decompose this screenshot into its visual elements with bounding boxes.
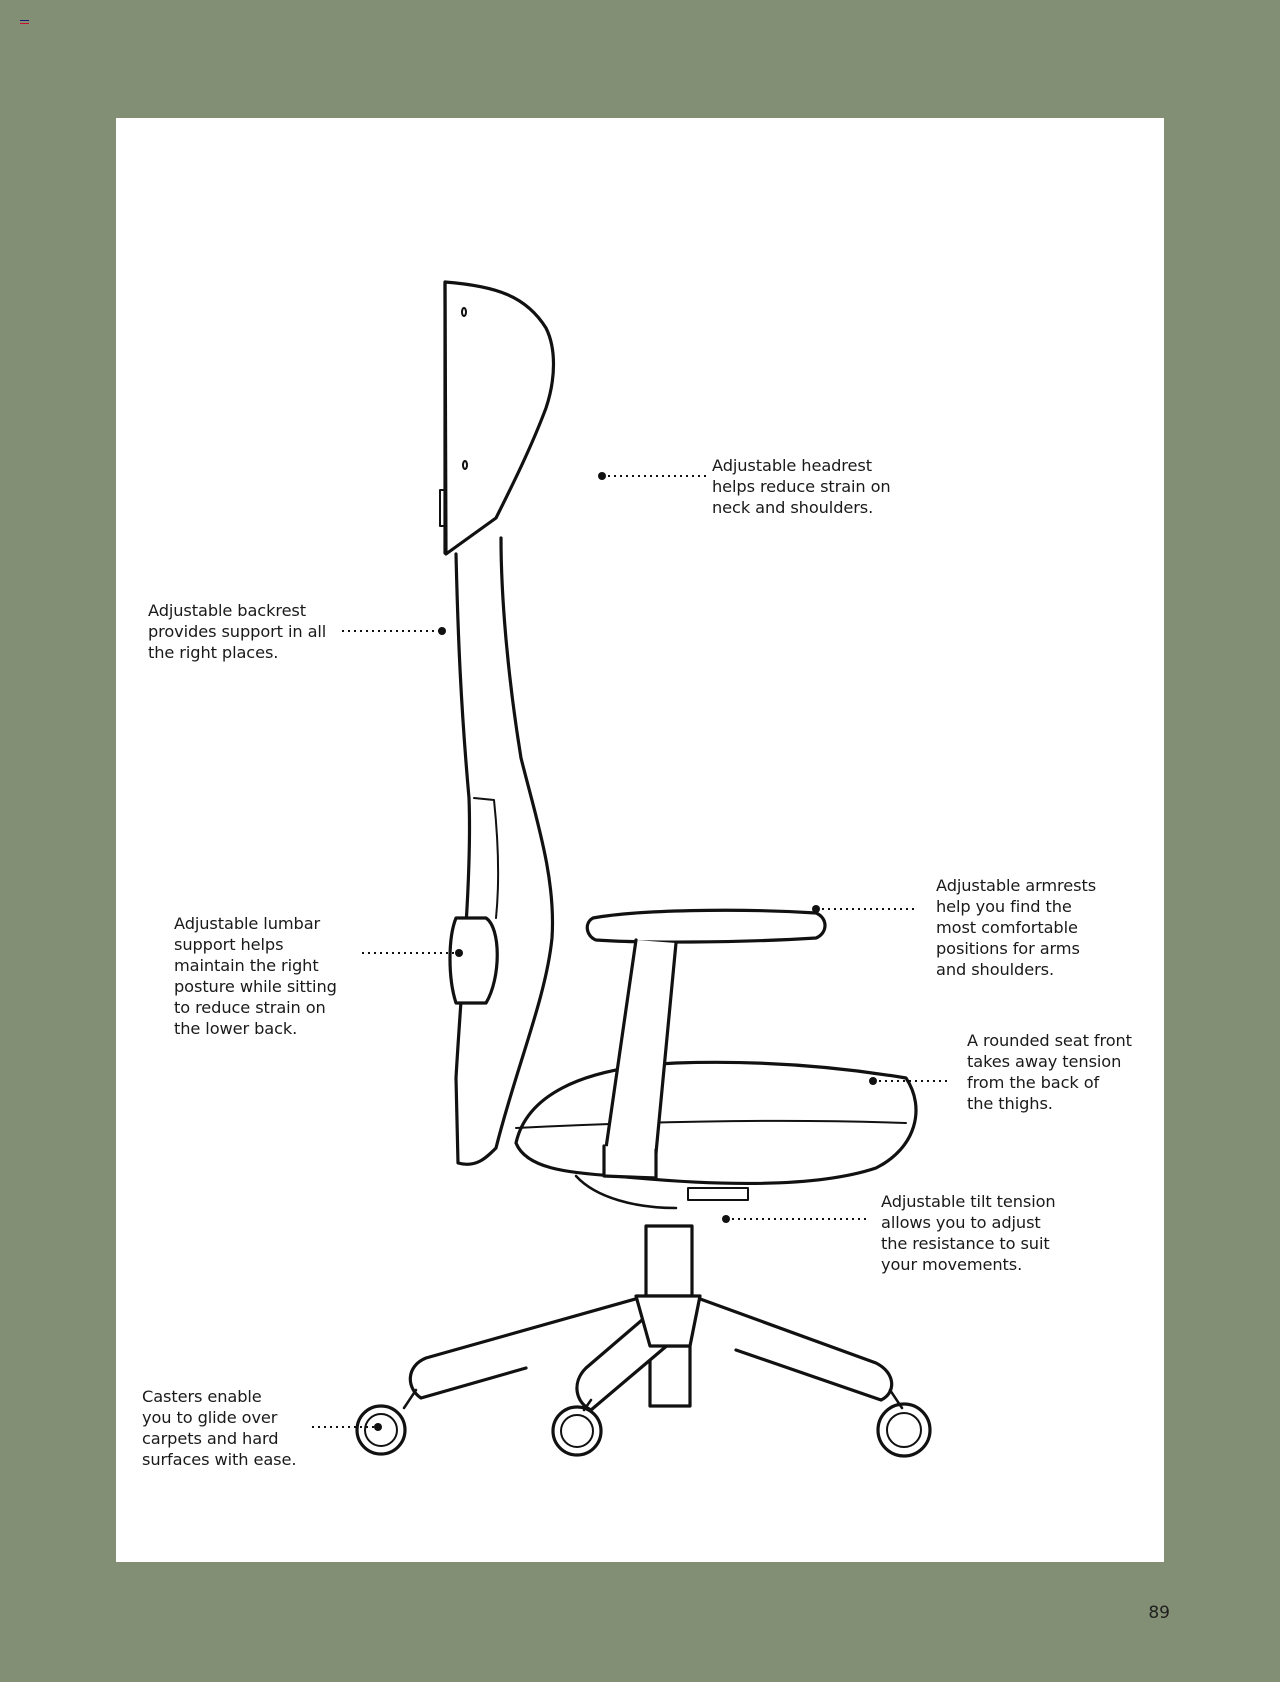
caster-callout: Casters enable you to glide over carpets and hard surfaces with ease. xyxy=(142,1387,297,1469)
lumbar-pad xyxy=(450,918,497,1003)
lumbar-callout: Adjustable lumbar support helps maintain the right posture while sitting to reduce strain on the lower back. xyxy=(174,914,337,1038)
headrest-callout: Adjustable headrest helps reduce strain on neck and shoulders. xyxy=(712,456,891,517)
tilt-callout: Adjustable tilt tension allows you to adjust the resistance to suit your movements. xyxy=(881,1192,1056,1274)
seat-front-callout: A rounded seat front takes away tension from the back of the thighs. xyxy=(967,1031,1132,1113)
backrest-shape xyxy=(456,538,553,1164)
backrest-callout: Adjustable backrest provides support in all the right places. xyxy=(148,601,327,662)
chair-illustration xyxy=(116,118,1164,1562)
armrest-pad xyxy=(587,910,825,942)
caster xyxy=(878,1404,930,1456)
flag-icon[interactable] xyxy=(20,20,29,27)
armrest-callout: Adjustable armrests help you find the most comfortable positions for arms and shoulders. xyxy=(936,876,1097,979)
catalog-page xyxy=(116,118,1164,1562)
page-number: 89 xyxy=(1148,1603,1170,1623)
seat-shape xyxy=(516,1062,916,1183)
headrest-shape xyxy=(445,282,554,554)
